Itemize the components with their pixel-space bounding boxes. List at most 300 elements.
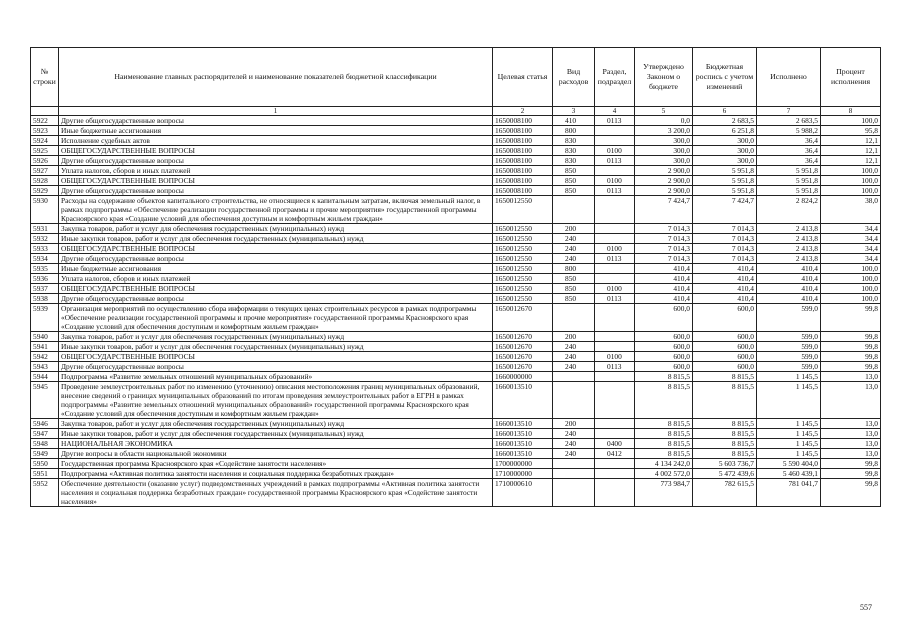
row-percent: 100,0 [821,264,881,274]
row-budget-list: 5 951,8 [693,186,757,196]
row-section [595,304,635,332]
row-section [595,419,635,429]
row-executed: 1 145,5 [757,429,821,439]
row-name: Исполнение судебных актов [59,136,493,146]
row-target: 1650008100 [493,156,553,166]
row-approved: 410,4 [635,264,693,274]
row-exp-type: 800 [553,264,595,274]
row-target: 1650008100 [493,126,553,136]
row-percent: 12,1 [821,156,881,166]
row-percent: 34,4 [821,254,881,264]
table-row [31,196,881,224]
row-executed: 1 145,5 [757,439,821,449]
row-section: 0113 [595,156,635,166]
row-name: Другие общегосударственные вопросы [59,294,493,304]
row-executed: 5 988,2 [757,126,821,136]
row-name: Другие общегосударственные вопросы [59,362,493,372]
row-name: Закупка товаров, работ и услуг для обеспечения государственных (муниципальных) нужд [59,224,493,234]
table-row [31,234,881,244]
row-exp-type: 850 [553,166,595,176]
row-executed: 5 460 439,1 [757,469,821,479]
row-target: 1650008100 [493,136,553,146]
row-approved: 8 815,5 [635,439,693,449]
row-number: 5923 [31,126,59,136]
row-section: 0113 [595,186,635,196]
row-exp-type: 240 [553,234,595,244]
row-approved: 8 815,5 [635,419,693,429]
row-name: Подпрограмма «Активная политика занятости населения и социальная поддержка безработных граждан» [59,469,493,479]
column-number: 2 [493,107,553,116]
row-section [595,224,635,234]
row-name: Другие общегосударственные вопросы [59,116,493,126]
row-number: 5931 [31,224,59,234]
row-target: 1700000000 [493,459,553,469]
row-approved: 7 014,3 [635,224,693,234]
row-number: 5934 [31,254,59,264]
row-approved: 8 815,5 [635,382,693,419]
row-number: 5946 [31,419,59,429]
table-row [31,362,881,372]
table-row [31,419,881,429]
row-number: 5952 [31,479,59,507]
row-percent: 99,8 [821,459,881,469]
row-exp-type: 410 [553,116,595,126]
row-number: 5938 [31,294,59,304]
row-exp-type: 240 [553,244,595,254]
row-target: 1650012550 [493,244,553,254]
row-approved: 300,0 [635,156,693,166]
row-budget-list: 300,0 [693,146,757,156]
row-number: 5930 [31,196,59,224]
row-approved: 7 014,3 [635,244,693,254]
row-section: 0113 [595,116,635,126]
row-target: 1650012550 [493,284,553,294]
row-percent: 99,8 [821,479,881,507]
row-section: 0100 [595,284,635,294]
row-name: Организация мероприятий по осуществлению сбора информации о текущих ценах строительных ресурсов в рамках подпрограммы «Обеспечение реализации государственной программы и прочие мероприятия» государственной программы Красноярского края «Создание условий для обеспечения доступным и комфортным жильем граждан» [59,304,493,332]
row-number: 5926 [31,156,59,166]
row-executed: 36,4 [757,156,821,166]
row-approved: 7 424,7 [635,196,693,224]
row-approved: 2 900,0 [635,176,693,186]
row-approved: 600,0 [635,342,693,352]
row-target: 1650012670 [493,304,553,332]
row-executed: 2 413,8 [757,244,821,254]
row-percent: 13,0 [821,419,881,429]
row-approved: 7 014,3 [635,234,693,244]
row-section [595,479,635,507]
budget-sheet [30,47,880,507]
column-number [31,107,59,116]
table-row [31,146,881,156]
row-approved: 410,4 [635,294,693,304]
row-number: 5924 [31,136,59,146]
row-approved: 3 200,0 [635,126,693,136]
table-body [31,116,881,507]
row-name: Уплата налогов, сборов и иных платежей [59,274,493,284]
row-percent: 38,0 [821,196,881,224]
row-percent: 100,0 [821,186,881,196]
column-number: 4 [595,107,635,116]
row-target: 1660013510 [493,429,553,439]
row-section [595,136,635,146]
table-row [31,429,881,439]
row-executed: 1 145,5 [757,449,821,459]
row-budget-list: 410,4 [693,294,757,304]
row-percent: 99,8 [821,352,881,362]
row-executed: 599,0 [757,332,821,342]
table-row [31,304,881,332]
row-section [595,469,635,479]
row-budget-list: 782 615,5 [693,479,757,507]
row-approved: 600,0 [635,352,693,362]
header-exp-type: Вид расходов [553,48,595,107]
row-section: 0113 [595,362,635,372]
table-row [31,352,881,362]
header-name: Наименование главных распорядителей и наименование показателей бюджетной классификации [59,48,493,107]
row-executed: 781 041,7 [757,479,821,507]
row-budget-list: 600,0 [693,352,757,362]
row-exp-type [553,459,595,469]
row-name: Обеспечение деятельности (оказание услуг) подведомственных учреждений в рамках подпрограммы «Активная политика занятости населения и социальная поддержка безработных граждан» государственной программы Красноярского края «Содействие занятости населения» [59,479,493,507]
table-row [31,116,881,126]
row-exp-type [553,469,595,479]
row-exp-type: 240 [553,352,595,362]
row-section [595,342,635,352]
row-exp-type: 200 [553,419,595,429]
row-percent: 12,1 [821,136,881,146]
row-percent: 12,1 [821,146,881,156]
header-executed: Исполнено [757,48,821,107]
row-percent: 100,0 [821,176,881,186]
row-exp-type: 240 [553,254,595,264]
row-section [595,234,635,244]
row-target: 1650012550 [493,264,553,274]
row-section [595,274,635,284]
table-row [31,264,881,274]
row-target: 1650012550 [493,196,553,224]
row-exp-type: 240 [553,439,595,449]
row-target: 1660000000 [493,372,553,382]
header-budget-list: Бюджетная роспись с учетом изменений [693,48,757,107]
row-budget-list: 600,0 [693,304,757,332]
table-row [31,186,881,196]
row-section: 0100 [595,176,635,186]
row-budget-list: 600,0 [693,362,757,372]
row-section [595,196,635,224]
row-executed: 599,0 [757,362,821,372]
row-budget-list: 8 815,5 [693,382,757,419]
row-exp-type: 850 [553,284,595,294]
row-section: 0100 [595,146,635,156]
row-approved: 600,0 [635,362,693,372]
row-section: 0113 [595,294,635,304]
table-row [31,382,881,419]
row-number: 5928 [31,176,59,186]
row-target: 1650012550 [493,234,553,244]
row-target: 1650012550 [493,254,553,264]
row-number: 5932 [31,234,59,244]
table-row [31,439,881,449]
row-number: 5941 [31,342,59,352]
row-number: 5922 [31,116,59,126]
row-name: Иные закупки товаров, работ и услуг для обеспечения государственных (муниципальных) нужд [59,429,493,439]
row-percent: 34,4 [821,244,881,254]
row-executed: 5 951,8 [757,186,821,196]
row-executed: 2 413,8 [757,254,821,264]
row-number: 5947 [31,429,59,439]
row-executed: 5 951,8 [757,166,821,176]
row-name: ОБЩЕГОСУДАРСТВЕННЫЕ ВОПРОСЫ [59,146,493,156]
row-exp-type [553,372,595,382]
row-budget-list: 6 251,8 [693,126,757,136]
row-exp-type: 830 [553,146,595,156]
row-name: ОБЩЕГОСУДАРСТВЕННЫЕ ВОПРОСЫ [59,352,493,362]
row-percent: 13,0 [821,439,881,449]
row-budget-list: 7 424,7 [693,196,757,224]
row-budget-list: 300,0 [693,136,757,146]
row-percent: 13,0 [821,449,881,459]
row-budget-list: 7 014,3 [693,254,757,264]
row-name: НАЦИОНАЛЬНАЯ ЭКОНОМИКА [59,439,493,449]
row-executed: 599,0 [757,342,821,352]
table-row [31,294,881,304]
row-budget-list: 410,4 [693,264,757,274]
row-percent: 100,0 [821,284,881,294]
row-number: 5937 [31,284,59,294]
row-budget-list: 8 815,5 [693,429,757,439]
row-target: 1650012670 [493,352,553,362]
row-target: 1650012550 [493,274,553,284]
row-target: 1650012550 [493,294,553,304]
table-row [31,332,881,342]
page-number: 557 [860,603,872,612]
row-section: 0412 [595,449,635,459]
row-budget-list: 2 683,5 [693,116,757,126]
row-approved: 2 900,0 [635,166,693,176]
row-name: Иные бюджетные ассигнования [59,264,493,274]
row-number: 5939 [31,304,59,332]
column-numbers-row [31,107,881,116]
row-budget-list: 7 014,3 [693,244,757,254]
row-executed: 410,4 [757,294,821,304]
row-approved: 600,0 [635,332,693,342]
row-target: 1650008100 [493,116,553,126]
row-target: 1660013510 [493,449,553,459]
row-section [595,429,635,439]
row-executed: 1 145,5 [757,419,821,429]
row-executed: 2 683,5 [757,116,821,126]
row-number: 5944 [31,372,59,382]
row-budget-list: 7 014,3 [693,224,757,234]
row-budget-list: 5 603 736,7 [693,459,757,469]
row-exp-type: 200 [553,224,595,234]
table-row [31,176,881,186]
row-number: 5942 [31,352,59,362]
row-percent: 99,8 [821,469,881,479]
row-approved: 7 014,3 [635,254,693,264]
row-number: 5950 [31,459,59,469]
header-target: Целевая статья [493,48,553,107]
row-executed: 5 590 404,0 [757,459,821,469]
row-name: Уплата налогов, сборов и иных платежей [59,166,493,176]
row-number: 5935 [31,264,59,274]
row-section [595,166,635,176]
row-number: 5951 [31,469,59,479]
row-number: 5929 [31,186,59,196]
row-exp-type [553,479,595,507]
column-number: 3 [553,107,595,116]
table-row [31,166,881,176]
row-budget-list: 8 815,5 [693,372,757,382]
row-name: Иные закупки товаров, работ и услуг для обеспечения государственных (муниципальных) нужд [59,342,493,352]
row-percent: 34,4 [821,224,881,234]
budget-table [30,47,881,507]
row-exp-type: 850 [553,294,595,304]
row-section [595,372,635,382]
row-section [595,332,635,342]
row-name: Другие общегосударственные вопросы [59,254,493,264]
row-budget-list: 7 014,3 [693,234,757,244]
row-name: ОБЩЕГОСУДАРСТВЕННЫЕ ВОПРОСЫ [59,284,493,294]
table-row [31,136,881,146]
row-executed: 1 145,5 [757,382,821,419]
table-row [31,449,881,459]
row-number: 5949 [31,449,59,459]
row-name: Иные закупки товаров, работ и услуг для обеспечения государственных (муниципальных) нужд [59,234,493,244]
row-name: Закупка товаров, работ и услуг для обеспечения государственных (муниципальных) нужд [59,419,493,429]
row-name: Государственная программа Красноярского края «Содействие занятости населения» [59,459,493,469]
row-budget-list: 5 472 439,6 [693,469,757,479]
row-target: 1650008100 [493,146,553,156]
row-budget-list: 8 815,5 [693,419,757,429]
row-exp-type: 240 [553,342,595,352]
row-exp-type: 240 [553,362,595,372]
row-approved: 300,0 [635,136,693,146]
row-name: ОБЩЕГОСУДАРСТВЕННЫЕ ВОПРОСЫ [59,176,493,186]
row-exp-type: 200 [553,332,595,342]
row-target: 1650008100 [493,176,553,186]
row-executed: 2 413,8 [757,234,821,244]
table-header [31,48,881,116]
row-target: 1660013510 [493,382,553,419]
row-executed: 599,0 [757,352,821,362]
row-percent: 13,0 [821,372,881,382]
row-percent: 100,0 [821,294,881,304]
row-budget-list: 8 815,5 [693,439,757,449]
row-target: 1710000610 [493,479,553,507]
table-row [31,156,881,166]
row-approved: 4 002 572,0 [635,469,693,479]
row-percent: 100,0 [821,166,881,176]
header-approved: Утверждено Законом о бюджете [635,48,693,107]
row-section: 0100 [595,244,635,254]
row-target: 1710000000 [493,469,553,479]
row-approved: 8 815,5 [635,372,693,382]
table-row [31,254,881,264]
row-number: 5945 [31,382,59,419]
row-name: Другие вопросы в области национальной экономики [59,449,493,459]
row-executed: 36,4 [757,146,821,156]
row-budget-list: 600,0 [693,342,757,352]
row-executed: 410,4 [757,284,821,294]
row-exp-type: 850 [553,176,595,186]
table-row [31,244,881,254]
column-number: 5 [635,107,693,116]
row-percent: 99,8 [821,362,881,372]
row-section [595,264,635,274]
row-section: 0400 [595,439,635,449]
row-approved: 8 815,5 [635,449,693,459]
header-row-no: № строки [31,48,59,107]
row-percent: 13,0 [821,429,881,439]
column-number: 7 [757,107,821,116]
row-executed: 599,0 [757,304,821,332]
row-name: Иные бюджетные ассигнования [59,126,493,136]
table-row [31,469,881,479]
row-executed: 36,4 [757,136,821,146]
row-percent: 95,8 [821,126,881,136]
row-approved: 410,4 [635,284,693,294]
row-approved: 2 900,0 [635,186,693,196]
row-target: 1660013510 [493,419,553,429]
table-row [31,284,881,294]
row-name: Проведение землеустроительных работ по изменению (уточнению) описания местоположения границ муниципальных образований, внесение сведений о границах муниципальных образований по итогам проведения землеустроительных работ в ЕГРН в рамках подпрограммы «Развитие земельных отношений муниципальных образований» государственной программы Красноярского края «Создание условий для обеспечения доступным и комфортным жильем граждан» [59,382,493,419]
row-name: Расходы на содержание объектов капитального строительства, не относящиеся к капитальным затратам, включая земельный налог, в рамках подпрограммы «Обеспечение реализации государственной программы и прочие мероприятия» государственной программы Красноярского края «Создание условий для обеспечения доступным и комфортным жильем граждан» [59,196,493,224]
row-section [595,459,635,469]
row-percent: 100,0 [821,274,881,284]
row-section: 0100 [595,352,635,362]
row-percent: 100,0 [821,116,881,126]
row-section [595,126,635,136]
row-exp-type: 830 [553,136,595,146]
table-row [31,342,881,352]
row-percent: 99,8 [821,332,881,342]
row-executed: 410,4 [757,274,821,284]
row-executed: 5 951,8 [757,176,821,186]
row-target: 1650012670 [493,362,553,372]
row-number: 5927 [31,166,59,176]
table-row [31,126,881,136]
row-number: 5948 [31,439,59,449]
table-row [31,224,881,234]
row-budget-list: 5 951,8 [693,166,757,176]
row-section: 0113 [595,254,635,264]
row-executed: 410,4 [757,264,821,274]
column-number: 8 [821,107,881,116]
row-exp-type: 830 [553,156,595,166]
row-budget-list: 600,0 [693,332,757,342]
row-name: Другие общегосударственные вопросы [59,156,493,166]
row-exp-type [553,304,595,332]
row-target: 1650012670 [493,332,553,342]
row-exp-type: 850 [553,186,595,196]
row-exp-type [553,382,595,419]
row-budget-list: 5 951,8 [693,176,757,186]
row-exp-type: 850 [553,274,595,284]
row-name: Другие общегосударственные вопросы [59,186,493,196]
row-approved: 600,0 [635,304,693,332]
row-target: 1650012670 [493,342,553,352]
row-target: 1650012550 [493,224,553,234]
row-section [595,382,635,419]
row-exp-type [553,196,595,224]
table-row [31,459,881,469]
row-name: Закупка товаров, работ и услуг для обеспечения государственных (муниципальных) нужд [59,332,493,342]
row-approved: 410,4 [635,274,693,284]
row-percent: 13,0 [821,382,881,419]
row-budget-list: 410,4 [693,274,757,284]
